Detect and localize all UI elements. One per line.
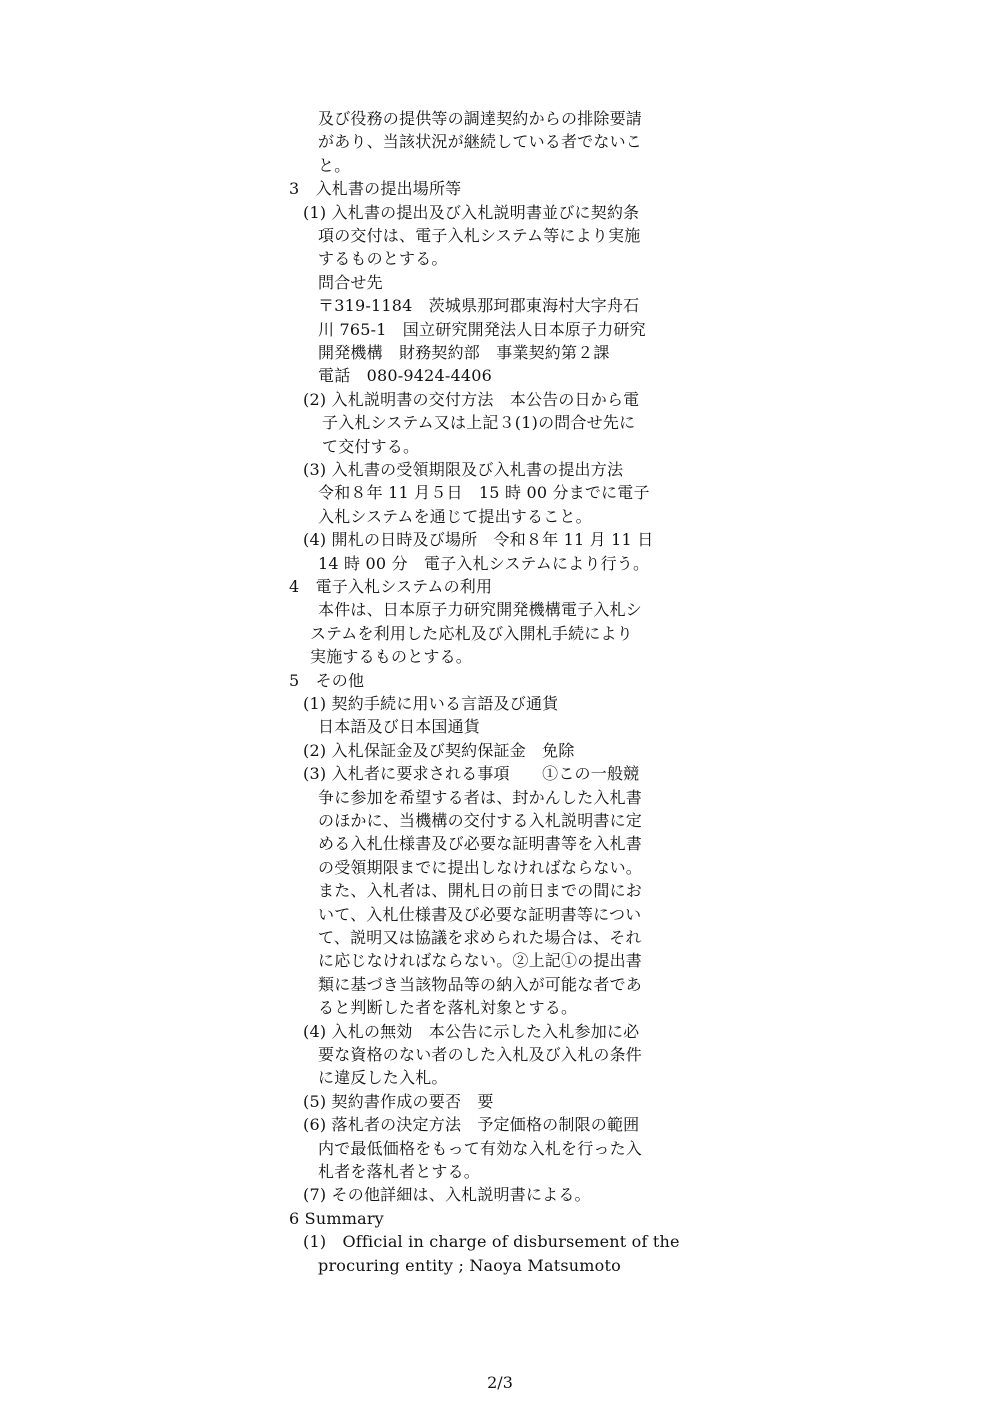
text-line: 〒319-1184 茨城県那珂郡東海村大字舟石 — [318, 296, 640, 315]
text-line: 川 765-1 国立研究開発法人日本原子力研究 — [318, 320, 646, 339]
text-line: 本件は、日本原子力研究開発機構電子入札シ — [318, 600, 643, 619]
text-line: 要な資格のない者のした入札及び入札の条件 — [318, 1045, 643, 1064]
text-line: (5) 契約書作成の要否 要 — [303, 1092, 494, 1111]
text-line: と。 — [318, 156, 351, 175]
text-line: のほかに、当機構の交付する入札説明書に定 — [318, 811, 643, 830]
text-line: 令和８年 11 月５日 15 時 00 分までに電子 — [318, 483, 650, 502]
text-line: (7) その他詳細は、入札説明書による。 — [303, 1185, 591, 1204]
section-heading: 5 その他 — [289, 671, 365, 690]
text-line: (4) 入札の無効 本公告に示した入札参加に必 — [303, 1022, 640, 1041]
text-line: (6) 落札者の決定方法 予定価格の制限の範囲 — [303, 1115, 640, 1134]
text-line: (4) 開札の日時及び場所 令和８年 11 月 11 日 — [303, 530, 654, 549]
text-line: ると判断した者を落札対象とする。 — [318, 998, 578, 1017]
text-line: (1) 契約手続に用いる言語及び通貨 — [303, 694, 559, 713]
text-line: また、入札者は、開札日の前日までの間にお — [318, 881, 643, 900]
text-line: に応じなければならない。②上記①の提出書 — [318, 951, 643, 970]
text-line: 及び役務の提供等の調達契約からの排除要請 — [318, 109, 643, 128]
text-line: 14 時 00 分 電子入札システムにより行う。 — [318, 554, 650, 573]
text-line: て交付する。 — [322, 437, 420, 456]
text-line: 問合せ先 — [318, 273, 383, 292]
page-number: 2/3 — [487, 1373, 513, 1392]
text-line: があり、当該状況が継続している者でないこ — [318, 132, 643, 151]
text-line: 日本語及び日本国通貨 — [318, 717, 481, 736]
text-line: 争に参加を希望する者は、封かんした入札書 — [318, 788, 643, 807]
text-line: の受領期限までに提出しなければならない。 — [318, 858, 643, 877]
text-line: procuring entity ; Naoya Matsumoto — [318, 1256, 621, 1275]
text-line: 開発機構 財務契約部 事業契約第２課 — [318, 343, 610, 362]
text-line: 内で最低価格をもって有効な入札を行った入 — [318, 1139, 643, 1158]
text-line: (2) 入札保証金及び契約保証金 免除 — [303, 741, 575, 760]
text-line: (1) 入札書の提出及び入札説明書並びに契約条 — [303, 203, 640, 222]
section-heading: 4 電子入札システムの利用 — [289, 577, 493, 596]
text-line: て、説明又は協議を求められた場合は、それ — [318, 928, 642, 947]
text-line: 入札システムを通じて提出すること。 — [318, 507, 592, 526]
text-line: 類に基づき当該物品等の納入が可能な者であ — [318, 975, 643, 994]
text-line: (3) 入札者に要求される事項 ①この一般競 — [303, 764, 640, 783]
text-line: める入札仕様書及び必要な証明書等を入札書 — [318, 834, 643, 853]
text-line: (1) Official in charge of disbursement of the — [303, 1232, 680, 1251]
text-line: 子入札システム又は上記３(1)の問合せ先に — [322, 413, 636, 432]
text-line: するものとする。 — [318, 249, 448, 268]
text-line: 項の交付は、電子入札システム等により実施 — [318, 226, 641, 245]
text-line: ステムを利用した応札及び入開札手続により — [310, 624, 633, 643]
text-line: 札者を落札者とする。 — [318, 1162, 481, 1181]
section-heading: 6 Summary — [289, 1209, 384, 1228]
text-line: いて、入札仕様書及び必要な証明書等につい — [318, 905, 642, 924]
section-heading: 3 入札書の提出場所等 — [289, 179, 462, 198]
text-line: 電話 080-9424-4406 — [318, 366, 492, 385]
text-line: (2) 入札説明書の交付方法 本公告の日から電 — [303, 390, 640, 409]
text-line: (3) 入札書の受領期限及び入札書の提出方法 — [303, 460, 624, 479]
text-line: 実施するものとする。 — [310, 647, 473, 666]
text-line: に違反した入札。 — [318, 1068, 448, 1087]
